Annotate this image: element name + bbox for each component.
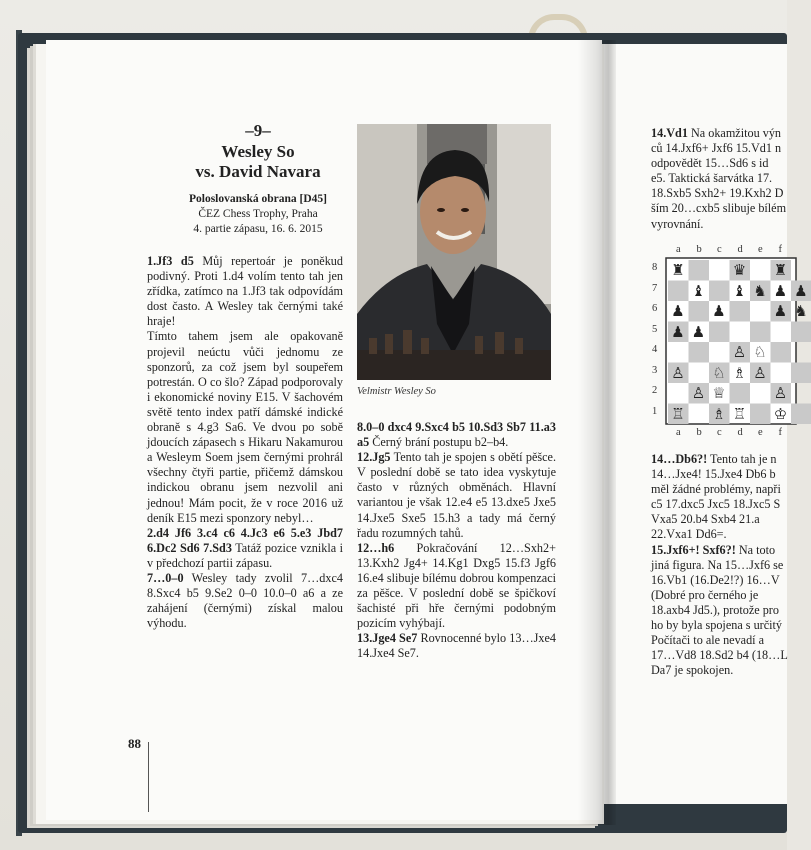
paragraph: 8.0–0 dxc4 9.Sxc4 b5 10.Sd3 Sb7 11.a3 a5 Černý brání postupu b2–b4. bbox=[357, 420, 556, 450]
board-file-label: f bbox=[778, 427, 782, 438]
paragraph: Tímto tahem jsem ale opakovaně projevil neúctu vůči jednomu ze sponzorů, za což jsem byl soupeřem potrestán. O co šlo? Západ podporovaly i ekonomické noviny E15. V šachovém světě tento index patří dámské indické obraně s 4.g3 Sa6. Ve dvou po sobě jdoucích zápasech s Hikaru Nakamurou a Wesleym Soem jsem černými prohrál všechny čtyři partie, přičemž dámskou indickou obranu jsem nezvolil ani jednou! Mám pocit, že v roce 2016 už deník E15 mezi sponzory nebyl… bbox=[147, 329, 343, 525]
chess-piece: ♗ bbox=[732, 363, 747, 382]
text-line: (Dobré pro černého je bbox=[651, 587, 759, 602]
paragraph: 2.d4 Jf6 3.c4 c6 4.Jc3 e6 5.e3 Jbd7 6.Dc2 Sd6 7.Sd3 Tatáž pozice vznikla i v předchozí partii zápasu. bbox=[147, 525, 344, 570]
board-rank-label: 6 bbox=[652, 303, 658, 314]
chess-piece: ♖ bbox=[732, 404, 747, 423]
board-file-label: c bbox=[717, 427, 722, 438]
chess-piece: ♙ bbox=[691, 384, 706, 402]
book-gutter bbox=[578, 40, 616, 825]
chess-piece: ♜ bbox=[671, 261, 685, 279]
chess-piece: ♟ bbox=[712, 302, 726, 320]
chess-piece: ♕ bbox=[712, 384, 726, 402]
text-line: 14…Db6?! Tento tah je n bbox=[651, 452, 777, 466]
right-text-column bbox=[357, 420, 556, 662]
left-text-column bbox=[147, 254, 343, 631]
text-line: ším 20…cxb5 slibuje bílém bbox=[651, 201, 787, 216]
text-line: jiná figura. Na 15…Jxf6 se bbox=[651, 557, 784, 572]
chess-piece: ♙ bbox=[753, 363, 767, 382]
board-rank-label: 1 bbox=[652, 405, 658, 417]
move-notation: 13.Jge4 Se7 bbox=[357, 631, 418, 646]
chess-piece: ♘ bbox=[712, 363, 726, 382]
board-file-label: f bbox=[778, 244, 782, 255]
game-title-white: Wesley So bbox=[221, 142, 295, 161]
text-line: Počítači to ale nevadí a bbox=[651, 633, 765, 648]
chess-piece: ♝ bbox=[691, 281, 706, 300]
chess-piece: ♔ bbox=[773, 404, 788, 423]
paragraph: 12.Jg5 Tento tah je spojen s obětí pěšce. V poslední době se tato idea vyskytuje často v různých obměnách. Hlavní variantou je však 12.e4 e5 13.dxe5 Jxe5 14.Jxe5 Sxe5 15.h3 a tady má černý řadu rozumných tahů. bbox=[357, 450, 556, 540]
move-notation: 8.0–0 dxc4 9.Sxc4 b5 10.Sd3 Sb7 11.a3 a5 bbox=[357, 420, 556, 450]
move-notation: 12…h6 bbox=[357, 540, 395, 555]
board-rank-label: 4 bbox=[652, 344, 658, 355]
move-notation: 15.Jxf6+! Sxf6?! bbox=[651, 542, 736, 557]
text-line: 14.Vd1 Na okamžitou výn bbox=[651, 126, 782, 140]
chess-piece: ♙ bbox=[671, 363, 685, 382]
paragraph: 1.Jf3 d5 Můj repertoár je poněkud podivný. Proti 1.d4 volím tento tah jen zřídka, zatímco na 1.Jf3 tak odpovídám dost často. A Wesley tak černými také hraje! bbox=[147, 254, 343, 329]
text-line: vyrovnání. bbox=[651, 216, 704, 231]
text-line: 15.Jxf6+! Sxf6?! Na toto bbox=[651, 542, 776, 557]
game-info bbox=[158, 192, 358, 237]
game-title-black: vs. David Navara bbox=[195, 162, 321, 181]
board-rank-label: 2 bbox=[652, 385, 658, 396]
move-notation: 12.Jg5 bbox=[357, 450, 391, 465]
text-line: c5 17.dxc5 Jxc5 18.Jxc5 S bbox=[651, 497, 781, 512]
board-file-label: a bbox=[676, 244, 681, 255]
text-line: 17…Vd8 18.Sd2 b4 (18…L bbox=[651, 648, 788, 663]
text-line: 18.axb4 Jd5.), protože pro bbox=[651, 602, 779, 617]
board-rank-label: 7 bbox=[652, 282, 658, 294]
board-file-label: c bbox=[717, 244, 722, 255]
chess-piece: ♟ bbox=[773, 281, 788, 300]
board-rank-label: 3 bbox=[652, 364, 658, 376]
chess-piece: ♛ bbox=[732, 261, 747, 279]
round-date: 4. partie zápasu, 16. 6. 2015 bbox=[193, 223, 323, 235]
move-notation: 2.d4 Jf6 3.c4 c6 4.Jc3 e6 5.e3 Jbd7 6.Dc2 Sd6 7.Sd3 bbox=[147, 525, 343, 555]
chess-piece: ♘ bbox=[753, 343, 767, 361]
board-rank-label: 8 bbox=[652, 262, 658, 273]
player-photo bbox=[357, 124, 551, 380]
opening-name: Poloslovanská obrana [D45] bbox=[188, 193, 328, 205]
paragraph: 13.Jge4 Se7 Rovnocenné bylo 13…Jxe4 14.Jxe4 Se7. bbox=[357, 631, 556, 661]
text-line: e5. Taktická šarvátka 17. bbox=[651, 171, 773, 186]
paragraph: 7…0–0 Wesley tady zvolil 7…dxc4 8.Sxc4 b5 9.Se2 0–0 10.0–0 a6 a ze zahájení (černými) získal malou výhodu. bbox=[147, 570, 343, 631]
chess-piece: ♟ bbox=[671, 302, 685, 320]
chess-piece: ♙ bbox=[732, 343, 747, 361]
chess-piece: ♞ bbox=[753, 281, 767, 300]
right-page-bottom-text bbox=[651, 452, 791, 678]
move-notation: 14.Vd1 bbox=[651, 126, 688, 140]
text-line: 16.Vb1 (16.De2!?) 16…V bbox=[651, 572, 780, 587]
text-line: Vxa5 20.b4 Sxb4 21.a bbox=[651, 512, 760, 527]
board-file-label: b bbox=[696, 244, 702, 255]
chess-piece: ♝ bbox=[732, 281, 747, 300]
chess-piece: ♟ bbox=[773, 302, 788, 320]
board-rank-label: 5 bbox=[652, 323, 658, 335]
event-name: ČEZ Chess Trophy, Praha bbox=[198, 208, 318, 220]
chess-piece: ♟ bbox=[794, 281, 808, 300]
board-file-label: e bbox=[758, 427, 763, 438]
text-line: 22.Vxa1 Dd6=. bbox=[651, 527, 727, 542]
board-file-label: d bbox=[737, 427, 743, 438]
board-file-label: d bbox=[737, 244, 743, 255]
board-file-label: b bbox=[696, 427, 702, 438]
paragraph: 12…h6 Pokračování 12…Sxh2+ 13.Kxh2 Jg4+ 14.Kg1 Dxg5 15.f3 Jgf6 16.e4 slibuje bílému dobrou kompenzaci za pěšce. V poslední době se špičkoví šachisté při hře černými podobným pozicím vyhýbají. bbox=[357, 540, 556, 631]
move-notation: 7…0–0 bbox=[147, 570, 184, 585]
chess-piece: ♟ bbox=[671, 322, 685, 341]
text-line: ho by byla spojena s určitý bbox=[651, 618, 782, 633]
board-file-label: a bbox=[676, 427, 681, 438]
text-line: měl žádné problémy, napři bbox=[651, 482, 781, 497]
photo-caption: Velmistr Wesley So bbox=[357, 386, 436, 397]
chess-piece: ♟ bbox=[691, 322, 706, 341]
text-line: ců 14.Jxf6+ Jxf6 15.Vd1 n bbox=[651, 141, 782, 156]
chess-piece: ♖ bbox=[671, 404, 685, 423]
right-page-top-text bbox=[651, 126, 791, 232]
text-line: odpovědět 15…Sd6 s id bbox=[651, 156, 769, 171]
chess-piece: ♞ bbox=[794, 302, 808, 320]
page-number: 88 bbox=[128, 736, 141, 751]
move-notation: 1.Jf3 d5 bbox=[147, 254, 194, 268]
chess-piece: ♗ bbox=[712, 404, 726, 423]
chess-piece: ♜ bbox=[773, 261, 788, 279]
text-line: 18.Sxb5 Sxh2+ 19.Kxh2 D bbox=[651, 186, 784, 201]
text-line: Da7 je spokojen. bbox=[651, 663, 734, 678]
text-line: 14…Jxe4! 15.Jxe4 Db6 b bbox=[651, 467, 776, 482]
move-notation: 14…Db6?! bbox=[651, 452, 708, 466]
page-number-rule bbox=[148, 742, 149, 812]
board-file-label: e bbox=[758, 244, 763, 255]
chess-piece: ♙ bbox=[773, 384, 788, 402]
game-number: –9– bbox=[245, 121, 271, 140]
